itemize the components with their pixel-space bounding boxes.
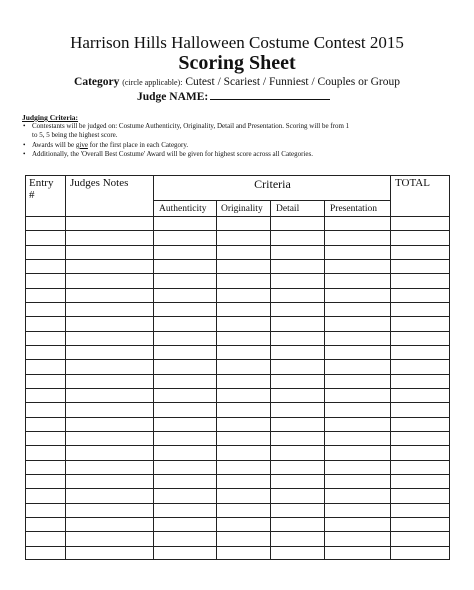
- criteria-item: [22, 122, 452, 141]
- criteria-item-text: for the first place in each Category.: [87, 140, 189, 149]
- criteria-item-text-cont: to 5, 5 being the highest score.: [32, 131, 118, 140]
- row-divider: [25, 374, 450, 375]
- row-divider: [25, 517, 450, 518]
- criteria-item-text: Awards will be: [32, 140, 76, 149]
- row-divider: [25, 417, 450, 418]
- bullet-icon: •: [23, 122, 26, 130]
- row-divider: [25, 503, 450, 504]
- category-line: [0, 76, 474, 89]
- row-divider: [25, 273, 450, 274]
- column-header-judges-notes: Judges Notes: [70, 177, 129, 189]
- criteria-split-line: [153, 200, 390, 201]
- column-header-criteria: Criteria: [254, 177, 291, 191]
- table-border-bottom: [25, 559, 450, 560]
- row-divider: [25, 345, 450, 346]
- category-note: (circle applicable):: [122, 78, 183, 87]
- criteria-item-text: Contestants will be judged on: Costume Authenticity, Originality, Detail and Presentation. Scoring will be from 1: [32, 122, 350, 130]
- subheader-presentation: Presentation: [330, 204, 377, 214]
- row-divider: [25, 359, 450, 360]
- row-divider: [25, 488, 450, 489]
- row-divider: [25, 402, 450, 403]
- page-title: Scoring Sheet: [178, 52, 296, 74]
- row-divider: [25, 460, 450, 461]
- row-divider: [25, 474, 450, 475]
- row-divider: [25, 331, 450, 332]
- contest-title: Harrison Hills Halloween Costume Contest 2015: [70, 33, 404, 52]
- column-header-entry-hash: #: [29, 189, 35, 201]
- subheader-detail: Detail: [276, 204, 300, 214]
- category-options: Cutest / Scariest / Funniest / Couples or Group: [185, 76, 400, 88]
- subheader-originality: Originality: [221, 204, 263, 214]
- criteria-item: [22, 150, 452, 159]
- judge-name-blank[interactable]: [210, 89, 330, 100]
- bullet-icon: •: [23, 150, 26, 159]
- criteria-item-text: Additionally, the 'Overall Best Costume' Award will be given for highest score across all Categories.: [32, 150, 313, 159]
- row-divider: [25, 531, 450, 532]
- row-divider: [25, 316, 450, 317]
- header-divider: [25, 216, 450, 217]
- column-header-entry: Entry: [29, 177, 54, 189]
- subheader-authenticity: Authenticity: [159, 204, 207, 214]
- row-divider: [25, 431, 450, 432]
- row-divider: [25, 445, 450, 446]
- bullet-icon: •: [23, 140, 26, 149]
- judging-criteria-list: [22, 122, 452, 160]
- column-divider: [216, 200, 217, 560]
- row-divider: [25, 230, 450, 231]
- table-border-top: [25, 175, 450, 176]
- judging-criteria-heading: Judging Criteria:: [22, 113, 79, 122]
- row-divider: [25, 546, 450, 547]
- judge-name-label: Judge NAME:: [137, 91, 209, 103]
- row-divider: [25, 388, 450, 389]
- scoring-table: [25, 175, 450, 560]
- row-divider: [25, 259, 450, 260]
- column-divider: [324, 200, 325, 560]
- row-divider: [25, 245, 450, 246]
- criteria-item: [22, 141, 452, 150]
- column-header-total: TOTAL: [395, 177, 430, 189]
- criteria-item-underlined: give: [75, 140, 88, 149]
- category-label: Category: [74, 76, 120, 88]
- judge-name-line: [137, 89, 337, 104]
- row-divider: [25, 288, 450, 289]
- column-divider: [270, 200, 271, 560]
- row-divider: [25, 302, 450, 303]
